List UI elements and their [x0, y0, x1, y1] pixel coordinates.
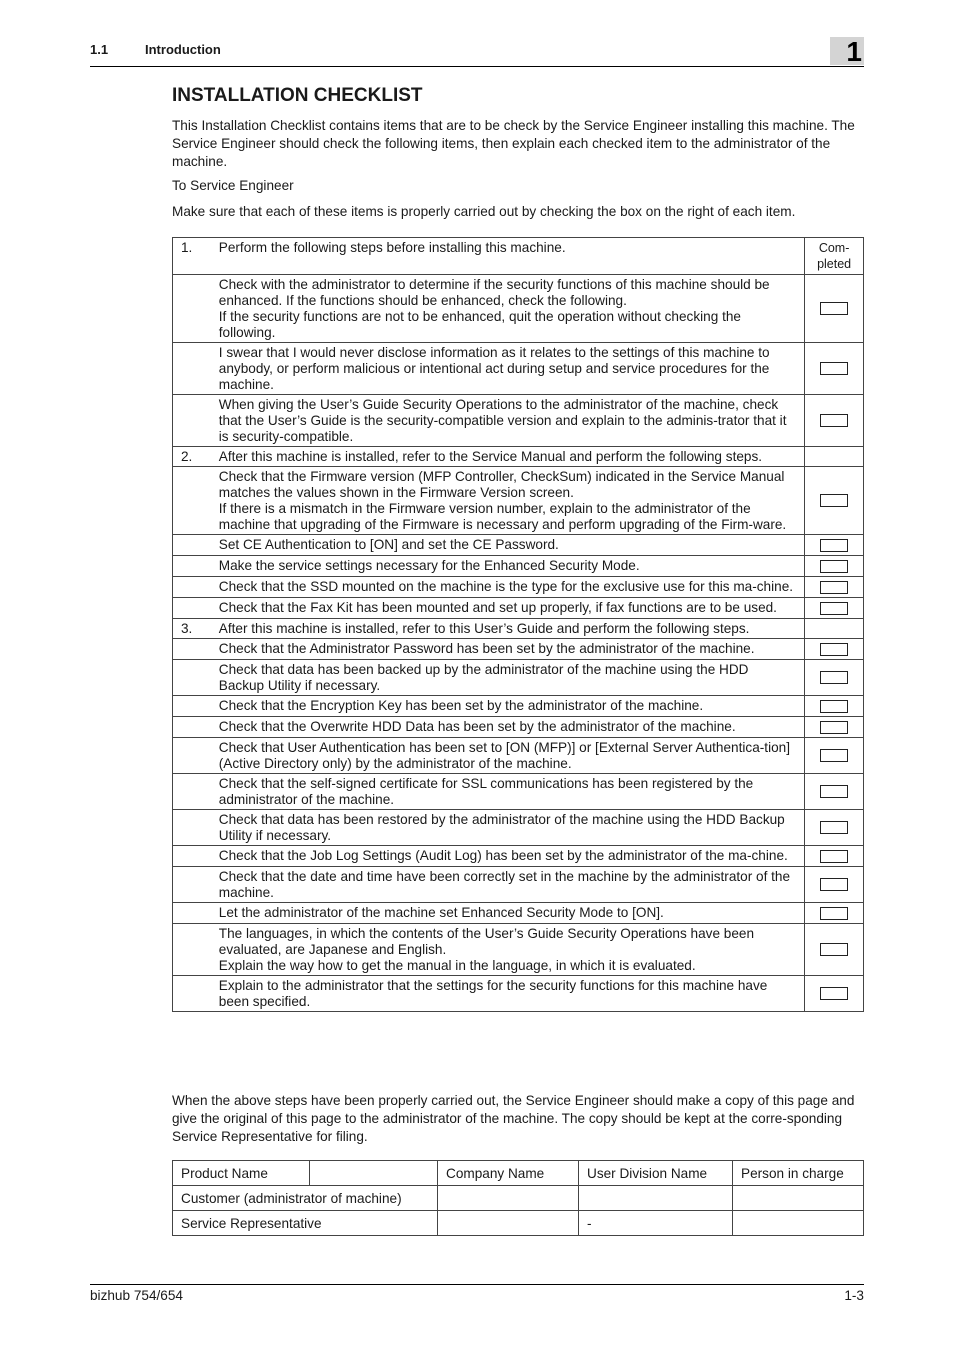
checklist-item-text: Check that the date and time have been correctly set in the machine by the administrator of the machine.	[219, 867, 805, 903]
step-number	[173, 577, 219, 598]
completed-cell	[805, 467, 864, 535]
checklist-row	[173, 535, 864, 556]
checklist-item-text: Check that the SSD mounted on the machine is the type for the exclusive use for this ma-chine.	[219, 577, 805, 598]
completed-cell	[805, 639, 864, 660]
checklist-row	[173, 619, 864, 639]
checklist-item-text: Check that User Authentication has been set to [ON (MFP)] or [External Server Authentica-tion] (Active Directory only) by the administrator of the machine.	[219, 738, 805, 774]
customer-division-cell[interactable]	[579, 1186, 733, 1211]
running-header	[90, 36, 864, 67]
completed-checkbox[interactable]	[820, 943, 848, 956]
checklist-item-text: After this machine is installed, refer to the Service Manual and perform the following steps.	[219, 447, 805, 467]
completed-checkbox[interactable]	[820, 414, 848, 427]
completed-cell	[805, 395, 864, 447]
completed-checkbox[interactable]	[820, 671, 848, 684]
completed-cell	[805, 738, 864, 774]
completed-cell	[805, 903, 864, 924]
completed-checkbox[interactable]	[820, 539, 848, 552]
step-number	[173, 598, 219, 619]
checklist-item-text: Perform the following steps before installing this machine.	[219, 238, 805, 275]
step-number	[173, 810, 219, 846]
checklist-item-text: Check that the Firmware version (MFP Controller, CheckSum) indicated in the Service Manual matches the values shown in the Firmware Version screen. If there is a mismatch in the Firmware version number, explain to the administrator of the machine that upgrading of the Firmware is necessary and perform upgrading of the Firm-ware.	[219, 467, 805, 535]
completed-cell	[805, 447, 864, 467]
step-number	[173, 696, 219, 717]
customer-label: Customer (administrator of machine)	[173, 1186, 438, 1211]
checklist-row	[173, 639, 864, 660]
completed-checkbox[interactable]	[820, 987, 848, 1000]
completed-checkbox[interactable]	[820, 907, 848, 920]
checklist-item-text: Check that the Fax Kit has been mounted and set up properly, if fax functions are to be used.	[219, 598, 805, 619]
checklist-row	[173, 556, 864, 577]
checklist-item-text: Make the service settings necessary for the Enhanced Security Mode.	[219, 556, 805, 577]
checklist-row	[173, 774, 864, 810]
customer-row	[173, 1186, 864, 1211]
checklist-item-text: Check that the Overwrite HDD Data has been set by the administrator of the machine.	[219, 717, 805, 738]
service-rep-company-cell[interactable]	[438, 1211, 579, 1236]
signature-table	[172, 1160, 864, 1236]
step-number	[173, 738, 219, 774]
service-rep-division-cell: -	[579, 1211, 733, 1236]
step-number	[173, 924, 219, 976]
completed-checkbox[interactable]	[820, 643, 848, 656]
checklist-row	[173, 903, 864, 924]
completed-checkbox[interactable]	[820, 362, 848, 375]
checklist-item-text: Check that data has been restored by the administrator of the machine using the HDD Backup Utility if necessary.	[219, 810, 805, 846]
completed-cell	[805, 660, 864, 696]
completed-cell	[805, 846, 864, 867]
completed-checkbox[interactable]	[820, 878, 848, 891]
checklist-item-text: After this machine is installed, refer to this User’s Guide and perform the following steps.	[219, 619, 805, 639]
completed-checkbox[interactable]	[820, 302, 848, 315]
model-name: bizhub 754/654	[90, 1288, 183, 1303]
section-number: 1.1	[90, 42, 109, 57]
checklist-row	[173, 395, 864, 447]
checklist-item-text: I swear that I would never disclose information as it relates to the settings of this machine to anybody, or perform malicious or intentional act during setup and service procedures for the machine.	[219, 343, 805, 395]
checklist-row	[173, 924, 864, 976]
completed-cell	[805, 535, 864, 556]
completed-cell	[805, 867, 864, 903]
completed-cell	[805, 577, 864, 598]
checklist-item-text: Check that the Job Log Settings (Audit Log) has been set by the administrator of the ma-chine.	[219, 846, 805, 867]
service-rep-label: Service Representative	[173, 1211, 438, 1236]
checklist-table	[172, 237, 864, 1012]
step-number: 3.	[173, 619, 219, 639]
chapter-badge: 1	[830, 37, 864, 65]
completed-checkbox[interactable]	[820, 749, 848, 762]
completed-cell	[805, 976, 864, 1012]
completed-cell	[805, 238, 864, 275]
completed-cell	[805, 598, 864, 619]
checklist-row	[173, 696, 864, 717]
completed-checkbox[interactable]	[820, 494, 848, 507]
checklist-row	[173, 447, 864, 467]
completed-checkbox[interactable]	[820, 581, 848, 594]
checklist-row	[173, 467, 864, 535]
step-number	[173, 846, 219, 867]
checklist-row	[173, 846, 864, 867]
checklist-item-text: Explain to the administrator that the settings for the security functions for this machine have been specified.	[219, 976, 805, 1012]
customer-company-cell[interactable]	[438, 1186, 579, 1211]
checklist-item-text: Set CE Authentication to [ON] and set the CE Password.	[219, 535, 805, 556]
completed-checkbox[interactable]	[820, 602, 848, 615]
checklist-row	[173, 717, 864, 738]
step-number: 2.	[173, 447, 219, 467]
checklist-row	[173, 598, 864, 619]
company-name-header: Company Name	[438, 1161, 579, 1186]
completed-cell	[805, 275, 864, 343]
completed-checkbox[interactable]	[820, 560, 848, 573]
section-title: Introduction	[145, 42, 221, 57]
checklist-row	[173, 660, 864, 696]
checklist-row	[173, 810, 864, 846]
user-division-header: User Division Name	[579, 1161, 733, 1186]
step-number	[173, 903, 219, 924]
intro-addressee: To Service Engineer	[172, 178, 294, 193]
checklist-item-text: Check with the administrator to determine if the security functions of this machine should be enhanced. If the functions should be enhanced, check the following. If the security functions are not to be enhanced, quit the operation without checking the following.	[219, 275, 805, 343]
step-number	[173, 639, 219, 660]
product-name-header: Product Name	[173, 1161, 310, 1186]
step-number: 1.	[173, 238, 219, 275]
step-number	[173, 556, 219, 577]
checklist-item-text: Check that data has been backed up by the administrator of the machine using the HDD Backup Utility if necessary.	[219, 660, 805, 696]
person-in-charge-header: Person in charge	[733, 1161, 864, 1186]
intro-instruction: Make sure that each of these items is properly carried out by checking the box on the right of each item.	[172, 204, 796, 219]
completed-cell	[805, 810, 864, 846]
completed-cell	[805, 924, 864, 976]
customer-person-cell[interactable]	[733, 1186, 864, 1211]
completed-cell	[805, 774, 864, 810]
closing-paragraph: When the above steps have been properly carried out, the Service Engineer should make a copy of this page and give the original of this page to the administrator of the machine. The copy should be kept at the corre-sponding Service Representative for filing.	[172, 1093, 855, 1144]
step-number	[173, 467, 219, 535]
page-title: INSTALLATION CHECKLIST	[172, 85, 423, 106]
checklist-row	[173, 577, 864, 598]
completed-cell	[805, 556, 864, 577]
checklist-row	[173, 867, 864, 903]
step-number	[173, 660, 219, 696]
step-number	[173, 343, 219, 395]
completed-cell	[805, 717, 864, 738]
completed-cell	[805, 619, 864, 639]
completed-checkbox[interactable]	[820, 821, 848, 834]
checklist-item-text: Check that the Administrator Password has been set by the administrator of the machine.	[219, 639, 805, 660]
step-number	[173, 395, 219, 447]
checklist-row	[173, 275, 864, 343]
checklist-item-text: The languages, in which the contents of the User’s Guide Security Operations have been evaluated, are Japanese and English. Explain the way how to get the manual in the language, in which it is evaluated.	[219, 924, 805, 976]
checklist-item-text: Check that the Encryption Key has been set by the administrator of the machine.	[219, 696, 805, 717]
completed-checkbox[interactable]	[820, 785, 848, 798]
checklist-row	[173, 976, 864, 1012]
completed-column-label: Com- pleted	[817, 241, 852, 271]
service-rep-row	[173, 1211, 864, 1236]
checklist-row	[173, 238, 864, 275]
intro-paragraph: This Installation Checklist contains items that are to be check by the Service Engineer installing this machine. The Service Engineer should check the following items, then explain each checked item to the administrator of the machine.	[172, 118, 855, 169]
page-number: 1-3	[844, 1288, 864, 1303]
completed-checkbox[interactable]	[820, 721, 848, 734]
product-name-cell[interactable]	[310, 1161, 438, 1186]
step-number	[173, 774, 219, 810]
completed-checkbox[interactable]	[820, 700, 848, 713]
checklist-item-text: Let the administrator of the machine set Enhanced Security Mode to [ON].	[219, 903, 805, 924]
completed-cell	[805, 696, 864, 717]
checklist-row	[173, 343, 864, 395]
checklist-item-text: Check that the self-signed certificate for SSL communications has been registered by the administrator of the machine.	[219, 774, 805, 810]
page-footer	[90, 1284, 864, 1303]
step-number	[173, 976, 219, 1012]
step-number	[173, 535, 219, 556]
step-number	[173, 717, 219, 738]
checklist-item-text: When giving the User’s Guide Security Operations to the administrator of the machine, check that the User’s Guide is the security-compatible version and explain to the adminis-trator that it is security-compatible.	[219, 395, 805, 447]
step-number	[173, 867, 219, 903]
signature-header-row	[173, 1161, 864, 1186]
step-number	[173, 275, 219, 343]
checklist-row	[173, 738, 864, 774]
completed-checkbox[interactable]	[820, 850, 848, 863]
service-rep-person-cell[interactable]	[733, 1211, 864, 1236]
completed-cell	[805, 343, 864, 395]
